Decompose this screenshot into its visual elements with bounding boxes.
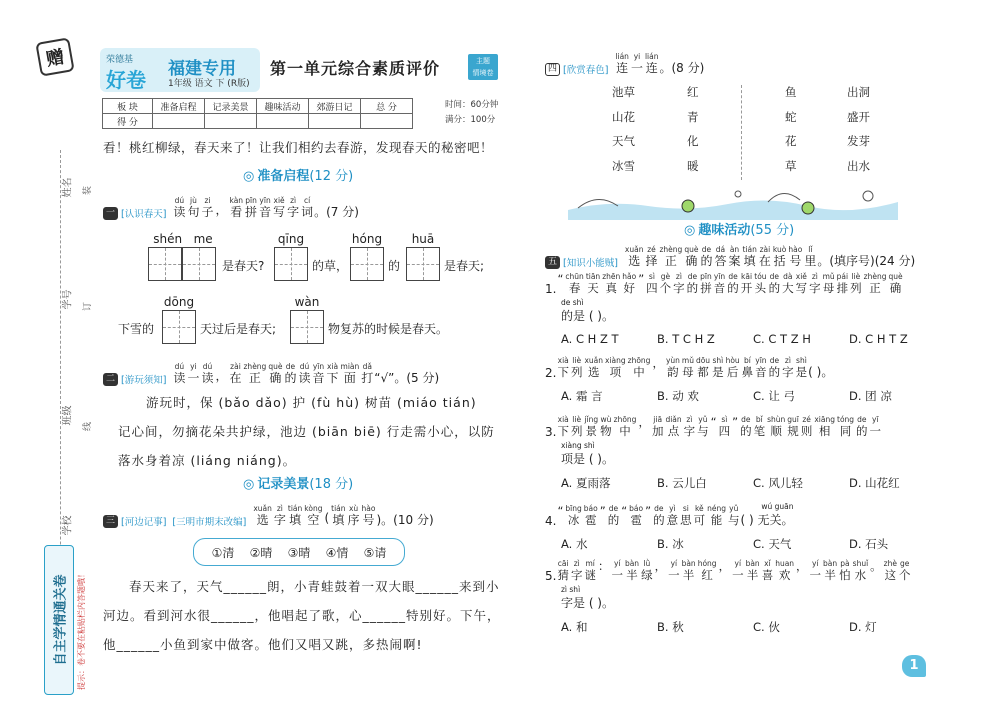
ruby-char: zì 字 bbox=[287, 196, 300, 219]
writing-grid[interactable] bbox=[350, 247, 384, 281]
ruby-char: xiě 写 bbox=[795, 272, 808, 295]
question-prompt bbox=[614, 48, 659, 76]
ruby-char: yí 一 bbox=[809, 559, 822, 582]
item-number: 3. bbox=[545, 425, 557, 439]
question-number: 四 bbox=[545, 63, 560, 76]
page-title: 第一单元综合素质评价 bbox=[270, 59, 441, 78]
mcq-item: 5. cāi 猜 zì 字 mí 谜 ： yí 一 bàn 半 lǜ 绿 ， yí 一 bàn 半 hóng 红 ， yí 一 bàn 半 xǐ 喜 huan 欢 ， yí 一 bàn 半 pà 怕 shuǐ 水 。 zhè 这 ge 个 zì shì 字是 ( )。 A. 和 B. 秋 C. 伙 D. 灯 bbox=[545, 559, 945, 635]
score-header-cell: 郊游日记 bbox=[309, 99, 361, 114]
section-dot-icon: ◎ bbox=[243, 169, 255, 184]
ruby-char: xià 下 bbox=[557, 356, 569, 379]
ruby-char: yī 一 bbox=[869, 415, 882, 438]
theme-badge: 主题 情境卷 bbox=[468, 54, 498, 80]
answer-option[interactable]: B. 秋 bbox=[657, 620, 684, 634]
ruby-char: pà 怕 bbox=[839, 559, 851, 582]
ruby-char: pīn 拼 bbox=[245, 196, 258, 219]
ruby-char: àn 案 bbox=[728, 245, 741, 268]
ruby-char: zhèng 正 bbox=[659, 245, 683, 268]
ruby-char: yīn 音 bbox=[312, 362, 325, 385]
ruby-char: jiā 加 bbox=[651, 415, 664, 438]
answer-option[interactable]: C. 风儿轻 bbox=[753, 476, 803, 490]
ruby-char: báo 雹 bbox=[629, 504, 644, 527]
ruby-char: “ bbox=[557, 504, 564, 518]
ruby-char: dú 读 bbox=[298, 362, 311, 385]
question-3-header: 三 [河边记事] [三明市期末改编] xuǎn 选 zì 字 tián 填 kòng 空 ( tián 填 xù 序 hào 号 )。(10 分) bbox=[103, 500, 434, 528]
ruby-char: cí 词 bbox=[301, 196, 314, 219]
ruby-char: bīng 冰 bbox=[565, 504, 582, 527]
section-fun-title: ◎ 趣味活动(55 分) bbox=[684, 223, 795, 238]
ruby-char: ， bbox=[215, 203, 228, 217]
answer-option[interactable]: B. 动 欢 bbox=[657, 389, 699, 403]
ruby-char: xiāng 相 bbox=[814, 415, 835, 438]
match-right-words[interactable]: 鱼 蛇 花 草 bbox=[785, 85, 797, 173]
mcq-item: 1. “ chūn 春 tiān 天 zhēn 真 hǎo 好 ” sì 四 gè 个 zì 字 de 的 pīn 拼 yīn 音 de 的 kāi 开 tóu 头 de 的 dà 大 xiě 写 zì 字 mǔ 母 pái 排 liè 列 zhèng 正 què 确 de shì 的是 ( )。 A. C H Z T B. T C H Z C. C T Z H D. C H T Z bbox=[545, 272, 945, 346]
ruby-char: hóng 红 bbox=[697, 559, 717, 582]
ruby-char: pīn 拼 bbox=[700, 272, 712, 295]
item-number: 5. bbox=[545, 569, 557, 583]
ruby-char: xuǎn 选 bbox=[253, 504, 272, 527]
class-label: 班级 bbox=[62, 405, 74, 426]
ruby-char: lǐ 里 bbox=[804, 245, 817, 268]
ruby-char: bàn 半 bbox=[624, 559, 640, 582]
ruby-char: pái 排 bbox=[836, 272, 849, 295]
gift-stamp: 赠 bbox=[35, 37, 74, 76]
ruby-char: de 的 bbox=[768, 356, 781, 379]
pinyin: shén me bbox=[153, 232, 213, 246]
ruby-char: hǎo 好 bbox=[622, 272, 637, 295]
ruby-char: xià 下 bbox=[557, 415, 569, 438]
ruby-char: xiàng 项 bbox=[605, 356, 626, 379]
question-1-line-2: 下雪的 dōng 天过后是春天; wàn 物复苏的时候是春天。 bbox=[118, 295, 498, 355]
question-tag: [河边记事] bbox=[121, 517, 167, 528]
ruby-char: xuǎn 选 bbox=[624, 245, 644, 268]
ruby-char: kuò 括 bbox=[772, 245, 787, 268]
match-left-targets[interactable]: 红 青 化 暖 bbox=[687, 85, 699, 173]
question-2-passage: 游玩时，保 (bǎo dǎo) 护 (fù hù) 树苗 (miáo tián) 记心间，勿摘花朵共护绿，池边 (biān biē) 行走需小心，以防 落水身着凉 (liáng niáng)。 bbox=[118, 395, 495, 468]
ruby-char: de 的 bbox=[607, 504, 620, 527]
ruby-char: jǐng 景 bbox=[584, 415, 599, 438]
ruby-char: dú 读 bbox=[173, 196, 186, 219]
ruby-char: què 确 bbox=[268, 362, 283, 385]
writing-grid[interactable] bbox=[162, 310, 196, 344]
ruby-char: zì 字 bbox=[683, 415, 696, 438]
ruby-char: bí 鼻 bbox=[741, 356, 754, 379]
ruby-char: zài 在 bbox=[229, 362, 242, 385]
ruby-char: shùn 顺 bbox=[767, 415, 786, 438]
ruby-char: ” bbox=[638, 272, 645, 286]
ruby-char: ， bbox=[652, 356, 664, 370]
section-record-title: ◎ 记录美景(18 分) bbox=[243, 477, 354, 492]
ruby-char: bàn 半 bbox=[745, 559, 760, 582]
ruby-char: sì 四 bbox=[718, 415, 731, 438]
answer-option[interactable]: A. 夏雨落 bbox=[561, 476, 611, 490]
ruby-char: liè 列 bbox=[570, 356, 583, 379]
writing-grid[interactable] bbox=[148, 247, 216, 281]
ruby-char: ， bbox=[215, 369, 228, 383]
ruby-char: de 的 bbox=[740, 415, 752, 438]
ruby-char: si 思 bbox=[680, 504, 692, 527]
answer-option[interactable]: D. C H T Z bbox=[849, 332, 908, 346]
ruby-char: hào 号 bbox=[361, 504, 376, 527]
writing-grid[interactable] bbox=[290, 310, 324, 344]
ruby-char: jù 句 bbox=[187, 196, 200, 219]
ruby-char: ge 个 bbox=[898, 559, 911, 582]
brand-title: 福建专用 bbox=[168, 59, 236, 79]
ruby-char: guī 规 bbox=[787, 415, 799, 438]
ruby-char: dá 答 bbox=[714, 245, 727, 268]
ruby-char: kāi 开 bbox=[740, 272, 753, 295]
brand-logo-small: 荣德基 bbox=[106, 55, 134, 65]
ruby-char: yi 一 bbox=[630, 52, 643, 75]
ruby-char: dà 大 bbox=[782, 272, 794, 295]
exam-info bbox=[445, 98, 498, 128]
ruby-char: de 的 bbox=[284, 362, 297, 385]
ruby-char: bàn 半 bbox=[823, 559, 838, 582]
mcq-item: 2. xià 下 liè 列 xuǎn 选 xiàng 项 zhōng 中 ， yùn 韵 mǔ 母 dōu 都 shì 是 hòu 后 bí 鼻 yīn 音 de 的 zì 字 shì 是 ( )。 A. 霜 言 B. 动 欢 C. 让 弓 D. 团 凉 bbox=[545, 356, 945, 404]
ruby-char: yì 意 bbox=[666, 504, 679, 527]
ruby-char: 。 bbox=[870, 559, 882, 573]
question-2-header: 二 [游玩须知] dú 读 yi 一 dú 读 ， zài 在 zhèng 正 què 确 de 的 dú 读 yīn 音 xià 下 miàn 面 dǎ 打 “√”。(5 分) bbox=[103, 358, 439, 386]
score-header-cell: 趣味活动 bbox=[257, 99, 309, 114]
choice: ⑤请 bbox=[363, 545, 387, 560]
score-header-cell: 板 块 bbox=[103, 99, 153, 114]
answer-option[interactable]: D. 石头 bbox=[849, 537, 889, 551]
ruby-char: ， bbox=[638, 415, 650, 429]
school-label: 学校 bbox=[62, 515, 74, 536]
score-row-label: 得 分 bbox=[103, 114, 153, 129]
ruby-char: dǎ 打 bbox=[361, 362, 374, 385]
ruby-char: ” bbox=[645, 504, 652, 518]
section-prep-title: ◎ 准备启程(12 分) bbox=[243, 169, 354, 184]
ruby-char: yǔ 与 bbox=[697, 415, 709, 438]
ruby-char: zì 字 bbox=[809, 272, 821, 295]
ruby-char: “ bbox=[557, 272, 564, 286]
ruby-char: zì 字 bbox=[673, 272, 685, 295]
ruby-char: zài 在 bbox=[758, 245, 771, 268]
ruby-char: de 的 bbox=[700, 245, 713, 268]
brand-logo: 好卷 bbox=[106, 68, 146, 92]
choice: ③晴 bbox=[287, 545, 311, 560]
match-left-words[interactable]: 池草 山花 天气 冰雪 bbox=[612, 85, 635, 173]
ruby-char: xǐ 喜 bbox=[761, 559, 774, 582]
ruby-char: què 确 bbox=[888, 272, 903, 295]
choice: ①清 bbox=[211, 545, 235, 560]
ruby-char: bàn 半 bbox=[681, 559, 696, 582]
question-tag: [认识春天] bbox=[121, 209, 167, 220]
question-1-line-1: shén me 是春天? qīng 的草， hóng 的 huā 是春天; bbox=[148, 232, 498, 292]
ruby-char: ” bbox=[732, 415, 739, 429]
ruby-char: ， bbox=[654, 559, 667, 573]
answer-option[interactable]: A. C H Z T bbox=[561, 332, 619, 346]
question-4-header: 四 [欣赏春色] lián 连 yi 一 lián 连 。(8 分) bbox=[545, 48, 704, 76]
self-check-note: 提示：卷不要在粘贴栏内答题哦！ bbox=[77, 570, 86, 690]
brand-banner bbox=[100, 48, 260, 92]
ruby-char: lián 连 bbox=[644, 52, 659, 75]
ruby-char: hòu 后 bbox=[725, 356, 740, 379]
ruby-char: chūn 春 bbox=[565, 272, 584, 295]
answer-option[interactable]: A. 和 bbox=[561, 620, 588, 634]
binding-strip bbox=[0, 0, 94, 711]
ruby-char: liè 列 bbox=[570, 415, 583, 438]
student-id-label: 学号 bbox=[62, 289, 74, 310]
mcq-item: 3. xià 下 liè 列 jǐng 景 wù 物 zhōng 中 ， jiā 加 diǎn 点 zì 字 yǔ 与 “ sì 四 ” de 的 bǐ 笔 shùn 顺 guī 规 zé 则 xiāng 相 tóng 同 de 的 yī 一 xiàng shì 项是 ( )。 A. 夏雨落 B. 云儿白 C. 风儿轻 D. 山花红 bbox=[545, 415, 945, 491]
self-check-label: 自主学情通关卷 bbox=[44, 545, 74, 695]
item-number: 4. bbox=[545, 514, 557, 528]
ruby-char: yīn 音 bbox=[259, 196, 272, 219]
choice: ②晴 bbox=[249, 545, 273, 560]
score-cell[interactable] bbox=[309, 114, 361, 129]
ruby-char: zhēn 真 bbox=[602, 272, 621, 295]
brand-subtitle: 1年级 语文 下 (R版) bbox=[168, 79, 250, 89]
ruby-char: zì 字 bbox=[273, 504, 286, 527]
question-prompt bbox=[624, 241, 817, 269]
ruby-char: dōu 都 bbox=[695, 356, 711, 379]
ruby-char: lián 连 bbox=[615, 52, 629, 75]
ruby-char: liè 列 bbox=[850, 272, 862, 295]
ruby-char: sì 四 bbox=[646, 272, 658, 295]
ruby-char: cāi 猜 bbox=[557, 559, 569, 582]
answer-option[interactable]: D. 灯 bbox=[849, 620, 877, 634]
answer-option[interactable]: B. T C H Z bbox=[657, 332, 715, 346]
answer-option[interactable]: A. 水 bbox=[561, 537, 588, 551]
ruby-char: yùn 韵 bbox=[665, 356, 680, 379]
ruby-char: yǔ 与 bbox=[727, 504, 740, 527]
score-header-cell: 总 分 bbox=[361, 99, 413, 114]
ruby-char: miàn 面 bbox=[340, 362, 360, 385]
ruby-char: dú 读 bbox=[173, 362, 186, 385]
answer-option[interactable]: B. 冰 bbox=[657, 537, 684, 551]
ruby-char: zhōng 中 bbox=[627, 356, 651, 379]
ruby-char: zhōng 中 bbox=[613, 415, 637, 438]
ruby-char: xuǎn 选 bbox=[584, 356, 603, 379]
ruby-char: zì 字 bbox=[782, 356, 794, 379]
ruby-char: de 的 bbox=[768, 272, 781, 295]
full-score: 满分：100分 bbox=[445, 115, 496, 125]
ruby-char: zé 择 bbox=[645, 245, 658, 268]
section-dot-icon: ◎ bbox=[243, 477, 255, 492]
ruby-char: zhè 这 bbox=[883, 559, 897, 582]
question-number: 五 bbox=[545, 256, 560, 269]
writing-grid[interactable] bbox=[406, 247, 440, 281]
ruby-char: hào 号 bbox=[788, 245, 803, 268]
question-number: 二 bbox=[103, 373, 118, 386]
name-label: 姓名 bbox=[62, 177, 74, 198]
question-5-header: 五 [知识小能贼] xuǎn 选 zé 择 zhèng 正 què 确 de 的 dá 答 àn 案 tián 填 zài 在 kuò 括 hào 号 lǐ 里 。(填序号)(24 分) bbox=[545, 241, 915, 269]
ruby-char: zé 则 bbox=[800, 415, 813, 438]
score-header-cell: 准备启程 bbox=[153, 99, 205, 114]
question-prompt bbox=[172, 358, 374, 386]
ruby-char: wù 物 bbox=[600, 415, 612, 438]
match-divider bbox=[741, 85, 742, 180]
cut-mark: 线 bbox=[83, 421, 94, 432]
ruby-char: kě 可 bbox=[693, 504, 706, 527]
question-tag: [知识小能贼] bbox=[563, 258, 618, 269]
answer-option[interactable]: C. C T Z H bbox=[753, 332, 811, 346]
ruby-char: ( bbox=[324, 511, 330, 525]
ruby-char: tián 填 bbox=[742, 245, 757, 268]
ruby-char: kòng 空 bbox=[304, 504, 323, 527]
answer-option[interactable]: D. 团 凉 bbox=[849, 389, 892, 403]
question-1-header: 一 [认识春天] dú 读 jù 句 zi 子 ， kàn 看 pīn 拼 yīn 音 xiě 写 zì 字 cí 词 。(7 分) bbox=[103, 192, 359, 220]
writing-grid[interactable] bbox=[274, 247, 308, 281]
mcq-item: 4. “ bīng 冰 báo 雹 ” de 的 “ báo 雹 ” de 的 yì 意 si 思 kě 可 néng 能 yǔ 与 wú guān ( ) 无关。 A. 水 B. 冰 C. 天气 D. 石头 bbox=[545, 502, 945, 552]
question-tag: [游玩须知] bbox=[121, 375, 167, 386]
ruby-char: mí 谜 bbox=[584, 559, 596, 582]
word-choices-box bbox=[193, 538, 405, 566]
ruby-char: lǜ 绿 bbox=[641, 559, 653, 582]
ruby-char: ： bbox=[597, 559, 610, 573]
ruby-char: tóu 头 bbox=[754, 272, 767, 295]
ruby-char: shì 是 bbox=[795, 356, 808, 379]
ruby-char: ， bbox=[796, 559, 808, 573]
ruby-char: zhèng 正 bbox=[863, 272, 887, 295]
ruby-char: zhèng 正 bbox=[243, 362, 267, 385]
ruby-char: mǔ 母 bbox=[822, 272, 835, 295]
score-header-cell: 记录美景 bbox=[205, 99, 257, 114]
choice: ④情 bbox=[325, 545, 349, 560]
ruby-char: ， bbox=[718, 559, 731, 573]
ruby-char: xiě 写 bbox=[273, 196, 286, 219]
page-number: 1 bbox=[902, 655, 926, 677]
question-number: 一 bbox=[103, 207, 118, 220]
match-right-targets[interactable]: 出洞 盛开 发芽 出水 bbox=[847, 85, 870, 173]
ruby-char: yí 一 bbox=[668, 559, 680, 582]
ruby-char: gè 个 bbox=[659, 272, 672, 295]
question-3-passage: 春天来了，天气______朗，小青蛙鼓着一双大眼______来到小 河边。看到河水很______，他唱起了歌，心______特别好。下午， 他______小鱼到家中做客。他们又唱又跳，多热闹啊! bbox=[103, 579, 501, 652]
ruby-char: de 的 bbox=[653, 504, 665, 527]
ruby-char: yí 一 bbox=[732, 559, 744, 582]
answer-option[interactable]: C. 伙 bbox=[753, 620, 780, 634]
ruby-char: xià 下 bbox=[326, 362, 339, 385]
answer-option[interactable]: A. 霜 言 bbox=[561, 389, 603, 403]
ruby-char: yīn 音 bbox=[713, 272, 726, 295]
ruby-char: shì 是 bbox=[712, 356, 724, 379]
cut-mark: 订 bbox=[83, 301, 94, 312]
ruby-char: shuǐ 水 bbox=[852, 559, 869, 582]
ruby-char: ” bbox=[599, 504, 606, 518]
ruby-char: de 的 bbox=[856, 415, 868, 438]
answer-option[interactable]: B. 云儿白 bbox=[657, 476, 707, 490]
ruby-char: dú 读 bbox=[201, 362, 214, 385]
question-source-tag: [三明市期末改编] bbox=[172, 517, 247, 528]
score-table bbox=[102, 98, 413, 129]
ruby-char: huan 欢 bbox=[775, 559, 795, 582]
score-cell[interactable] bbox=[153, 114, 205, 129]
ruby-char: què 确 bbox=[684, 245, 699, 268]
ruby-char: zi 子 bbox=[201, 196, 214, 219]
ruby-char: “ bbox=[710, 415, 717, 429]
ruby-char: zì 字 bbox=[570, 559, 583, 582]
pond-illustration bbox=[568, 180, 898, 220]
ruby-char: bǐ 笔 bbox=[753, 415, 766, 438]
question-tag: [欣赏春色] bbox=[563, 65, 609, 76]
ruby-char: kàn 看 bbox=[229, 196, 244, 219]
ruby-char: de 的 bbox=[727, 272, 739, 295]
item-number: 1. bbox=[545, 282, 557, 296]
ruby-char: báo 雹 bbox=[583, 504, 598, 527]
ruby-char: néng 能 bbox=[707, 504, 726, 527]
question-prompt bbox=[172, 192, 314, 220]
score-cell[interactable] bbox=[205, 114, 257, 129]
answer-option[interactable]: D. 山花红 bbox=[849, 476, 900, 490]
ruby-char: yīn 音 bbox=[755, 356, 767, 379]
ruby-char: tián 填 bbox=[287, 504, 303, 527]
intro-text: 看！桃红柳绿，春天来了！让我们相约去春游，发现春天的秘密吧！ bbox=[103, 140, 494, 155]
question-prompt bbox=[252, 500, 376, 528]
time-limit: 时间：60分钟 bbox=[445, 100, 499, 110]
ruby-char: tiān 天 bbox=[585, 272, 601, 295]
ruby-char: “ bbox=[621, 504, 628, 518]
ruby-char: diǎn 点 bbox=[665, 415, 682, 438]
ruby-char: mǔ 母 bbox=[681, 356, 694, 379]
answer-option[interactable]: C. 天气 bbox=[753, 537, 792, 551]
ruby-char: tián 填 bbox=[331, 504, 346, 527]
item-number: 2. bbox=[545, 366, 557, 380]
ruby-char: tóng 同 bbox=[837, 415, 855, 438]
ruby-char: xù 序 bbox=[347, 504, 360, 527]
section-dot-icon: ◎ bbox=[684, 223, 696, 238]
score-cell[interactable] bbox=[361, 114, 413, 129]
score-cell[interactable] bbox=[257, 114, 309, 129]
question-number: 三 bbox=[103, 515, 118, 528]
ruby-char: yí 一 bbox=[611, 559, 623, 582]
answer-option[interactable]: C. 让 弓 bbox=[753, 389, 795, 403]
ruby-char: yi 一 bbox=[187, 362, 200, 385]
cut-mark: 装 bbox=[83, 185, 94, 196]
ruby-char: de 的 bbox=[686, 272, 699, 295]
